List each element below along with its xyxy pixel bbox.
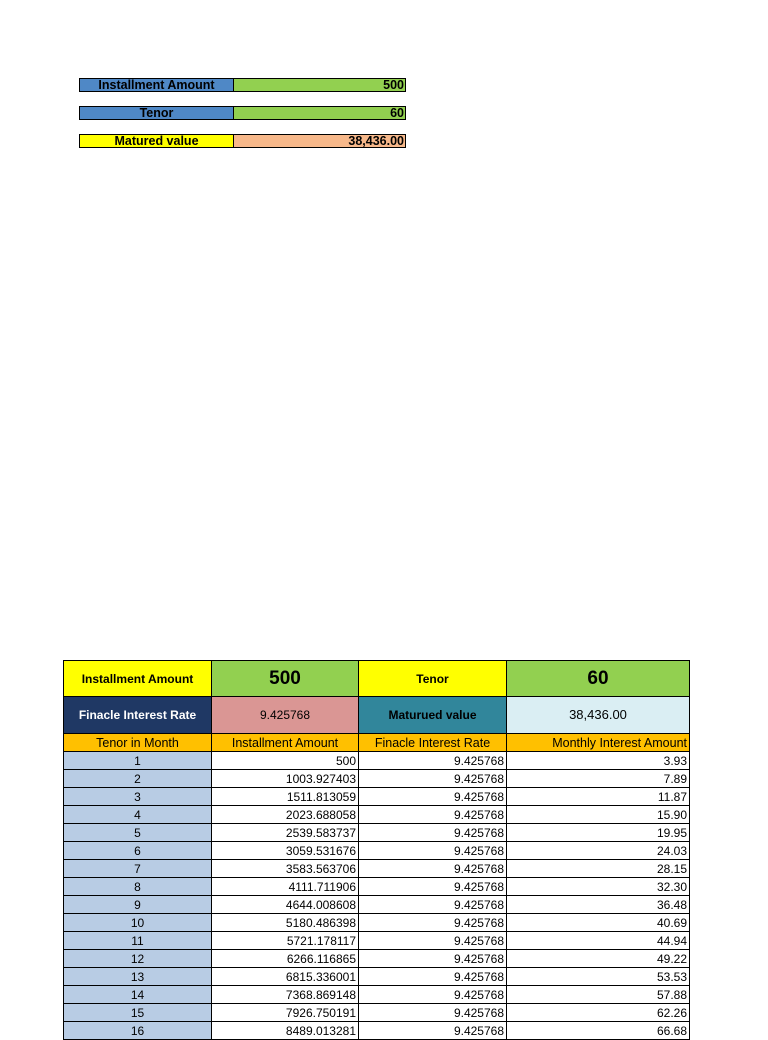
column-header: Tenor in Month bbox=[64, 734, 212, 752]
table-row bbox=[64, 788, 690, 806]
tenor-month-cell: 4 bbox=[64, 806, 212, 824]
tenor-value[interactable]: 60 bbox=[507, 661, 690, 697]
summary-matured-value: 38,436.00 bbox=[234, 134, 406, 148]
installment-amount-value[interactable]: 500 bbox=[212, 661, 359, 697]
interest-rate-cell: 9.425768 bbox=[359, 806, 507, 824]
interest-table bbox=[63, 660, 690, 1040]
summary-matured-row bbox=[79, 134, 406, 148]
interest-rate-cell: 9.425768 bbox=[359, 914, 507, 932]
summary-tenor-value[interactable]: 60 bbox=[234, 106, 406, 120]
monthly-interest-cell: 7.89 bbox=[507, 770, 690, 788]
table-row bbox=[64, 896, 690, 914]
installment-amount-cell: 4644.008608 bbox=[212, 896, 359, 914]
tenor-month-cell: 7 bbox=[64, 860, 212, 878]
installment-amount-cell: 3583.563706 bbox=[212, 860, 359, 878]
column-header: Finacle Interest Rate bbox=[359, 734, 507, 752]
column-header: Installment Amount bbox=[212, 734, 359, 752]
interest-rate-cell: 9.425768 bbox=[359, 1004, 507, 1022]
installment-amount-cell: 7368.869148 bbox=[212, 986, 359, 1004]
tenor-month-cell: 2 bbox=[64, 770, 212, 788]
monthly-interest-cell: 24.03 bbox=[507, 842, 690, 860]
monthly-interest-cell: 57.88 bbox=[507, 986, 690, 1004]
tenor-month-cell: 3 bbox=[64, 788, 212, 806]
installment-amount-cell: 6266.116865 bbox=[212, 950, 359, 968]
matured-value: 38,436.00 bbox=[507, 697, 690, 734]
interest-rate-cell: 9.425768 bbox=[359, 752, 507, 770]
tenor-month-cell: 12 bbox=[64, 950, 212, 968]
table-row bbox=[64, 770, 690, 788]
tenor-month-cell: 9 bbox=[64, 896, 212, 914]
monthly-interest-cell: 11.87 bbox=[507, 788, 690, 806]
interest-rate-cell: 9.425768 bbox=[359, 824, 507, 842]
monthly-interest-cell: 28.15 bbox=[507, 860, 690, 878]
tenor-month-cell: 1 bbox=[64, 752, 212, 770]
interest-rate-cell: 9.425768 bbox=[359, 932, 507, 950]
tenor-month-cell: 16 bbox=[64, 1022, 212, 1040]
monthly-interest-cell: 44.94 bbox=[507, 932, 690, 950]
monthly-interest-cell: 49.22 bbox=[507, 950, 690, 968]
tenor-month-cell: 14 bbox=[64, 986, 212, 1004]
table-row bbox=[64, 752, 690, 770]
monthly-interest-cell: 62.26 bbox=[507, 1004, 690, 1022]
interest-rate-label: Finacle Interest Rate bbox=[64, 697, 212, 734]
monthly-interest-cell: 15.90 bbox=[507, 806, 690, 824]
matured-value-label: Maturued value bbox=[359, 697, 507, 734]
interest-rate-cell: 9.425768 bbox=[359, 770, 507, 788]
interest-rate-cell: 9.425768 bbox=[359, 860, 507, 878]
tenor-month-cell: 10 bbox=[64, 914, 212, 932]
installment-amount-cell: 2539.583737 bbox=[212, 824, 359, 842]
summary-tenor-label: Tenor bbox=[79, 106, 234, 120]
table-row bbox=[64, 986, 690, 1004]
monthly-interest-cell: 53.53 bbox=[507, 968, 690, 986]
interest-rate-cell: 9.425768 bbox=[359, 896, 507, 914]
monthly-interest-cell: 66.68 bbox=[507, 1022, 690, 1040]
table-row bbox=[64, 1022, 690, 1040]
table-body bbox=[64, 752, 690, 1040]
summary-tenor-row bbox=[79, 106, 406, 120]
monthly-interest-cell: 32.30 bbox=[507, 878, 690, 896]
interest-rate-cell: 9.425768 bbox=[359, 878, 507, 896]
tenor-month-cell: 6 bbox=[64, 842, 212, 860]
tenor-month-cell: 11 bbox=[64, 932, 212, 950]
tenor-month-cell: 13 bbox=[64, 968, 212, 986]
installment-amount-cell: 7926.750191 bbox=[212, 1004, 359, 1022]
tenor-label: Tenor bbox=[359, 661, 507, 697]
column-header-row bbox=[64, 734, 690, 752]
installment-amount-cell: 3059.531676 bbox=[212, 842, 359, 860]
installment-amount-cell: 4111.711906 bbox=[212, 878, 359, 896]
table-rate-row bbox=[64, 697, 690, 734]
interest-rate-cell: 9.425768 bbox=[359, 968, 507, 986]
table-row bbox=[64, 914, 690, 932]
table-row bbox=[64, 842, 690, 860]
installment-amount-cell: 2023.688058 bbox=[212, 806, 359, 824]
installment-amount-cell: 500 bbox=[212, 752, 359, 770]
installment-amount-cell: 8489.013281 bbox=[212, 1022, 359, 1040]
table-row bbox=[64, 1004, 690, 1022]
interest-rate-value: 9.425768 bbox=[212, 697, 359, 734]
table-input-row bbox=[64, 661, 690, 697]
table-row bbox=[64, 860, 690, 878]
tenor-month-cell: 5 bbox=[64, 824, 212, 842]
summary-installment-row bbox=[79, 78, 406, 92]
table-row bbox=[64, 878, 690, 896]
tenor-month-cell: 8 bbox=[64, 878, 212, 896]
monthly-interest-cell: 3.93 bbox=[507, 752, 690, 770]
summary-installment-value[interactable]: 500 bbox=[234, 78, 406, 92]
monthly-interest-cell: 36.48 bbox=[507, 896, 690, 914]
interest-rate-cell: 9.425768 bbox=[359, 986, 507, 1004]
table-row bbox=[64, 950, 690, 968]
table-row bbox=[64, 932, 690, 950]
table-row bbox=[64, 968, 690, 986]
interest-rate-cell: 9.425768 bbox=[359, 842, 507, 860]
installment-amount-cell: 5180.486398 bbox=[212, 914, 359, 932]
table-row bbox=[64, 824, 690, 842]
tenor-month-cell: 15 bbox=[64, 1004, 212, 1022]
summary-installment-label: Installment Amount bbox=[79, 78, 234, 92]
installment-amount-cell: 1003.927403 bbox=[212, 770, 359, 788]
installment-amount-cell: 6815.336001 bbox=[212, 968, 359, 986]
interest-rate-cell: 9.425768 bbox=[359, 788, 507, 806]
installment-amount-cell: 1511.813059 bbox=[212, 788, 359, 806]
column-header: Monthly Interest Amount bbox=[507, 734, 690, 752]
installment-amount-cell: 5721.178117 bbox=[212, 932, 359, 950]
monthly-interest-cell: 19.95 bbox=[507, 824, 690, 842]
table-row bbox=[64, 806, 690, 824]
installment-amount-label: Installment Amount bbox=[64, 661, 212, 697]
interest-rate-cell: 9.425768 bbox=[359, 950, 507, 968]
summary-matured-label: Matured value bbox=[79, 134, 234, 148]
interest-rate-cell: 9.425768 bbox=[359, 1022, 507, 1040]
monthly-interest-cell: 40.69 bbox=[507, 914, 690, 932]
